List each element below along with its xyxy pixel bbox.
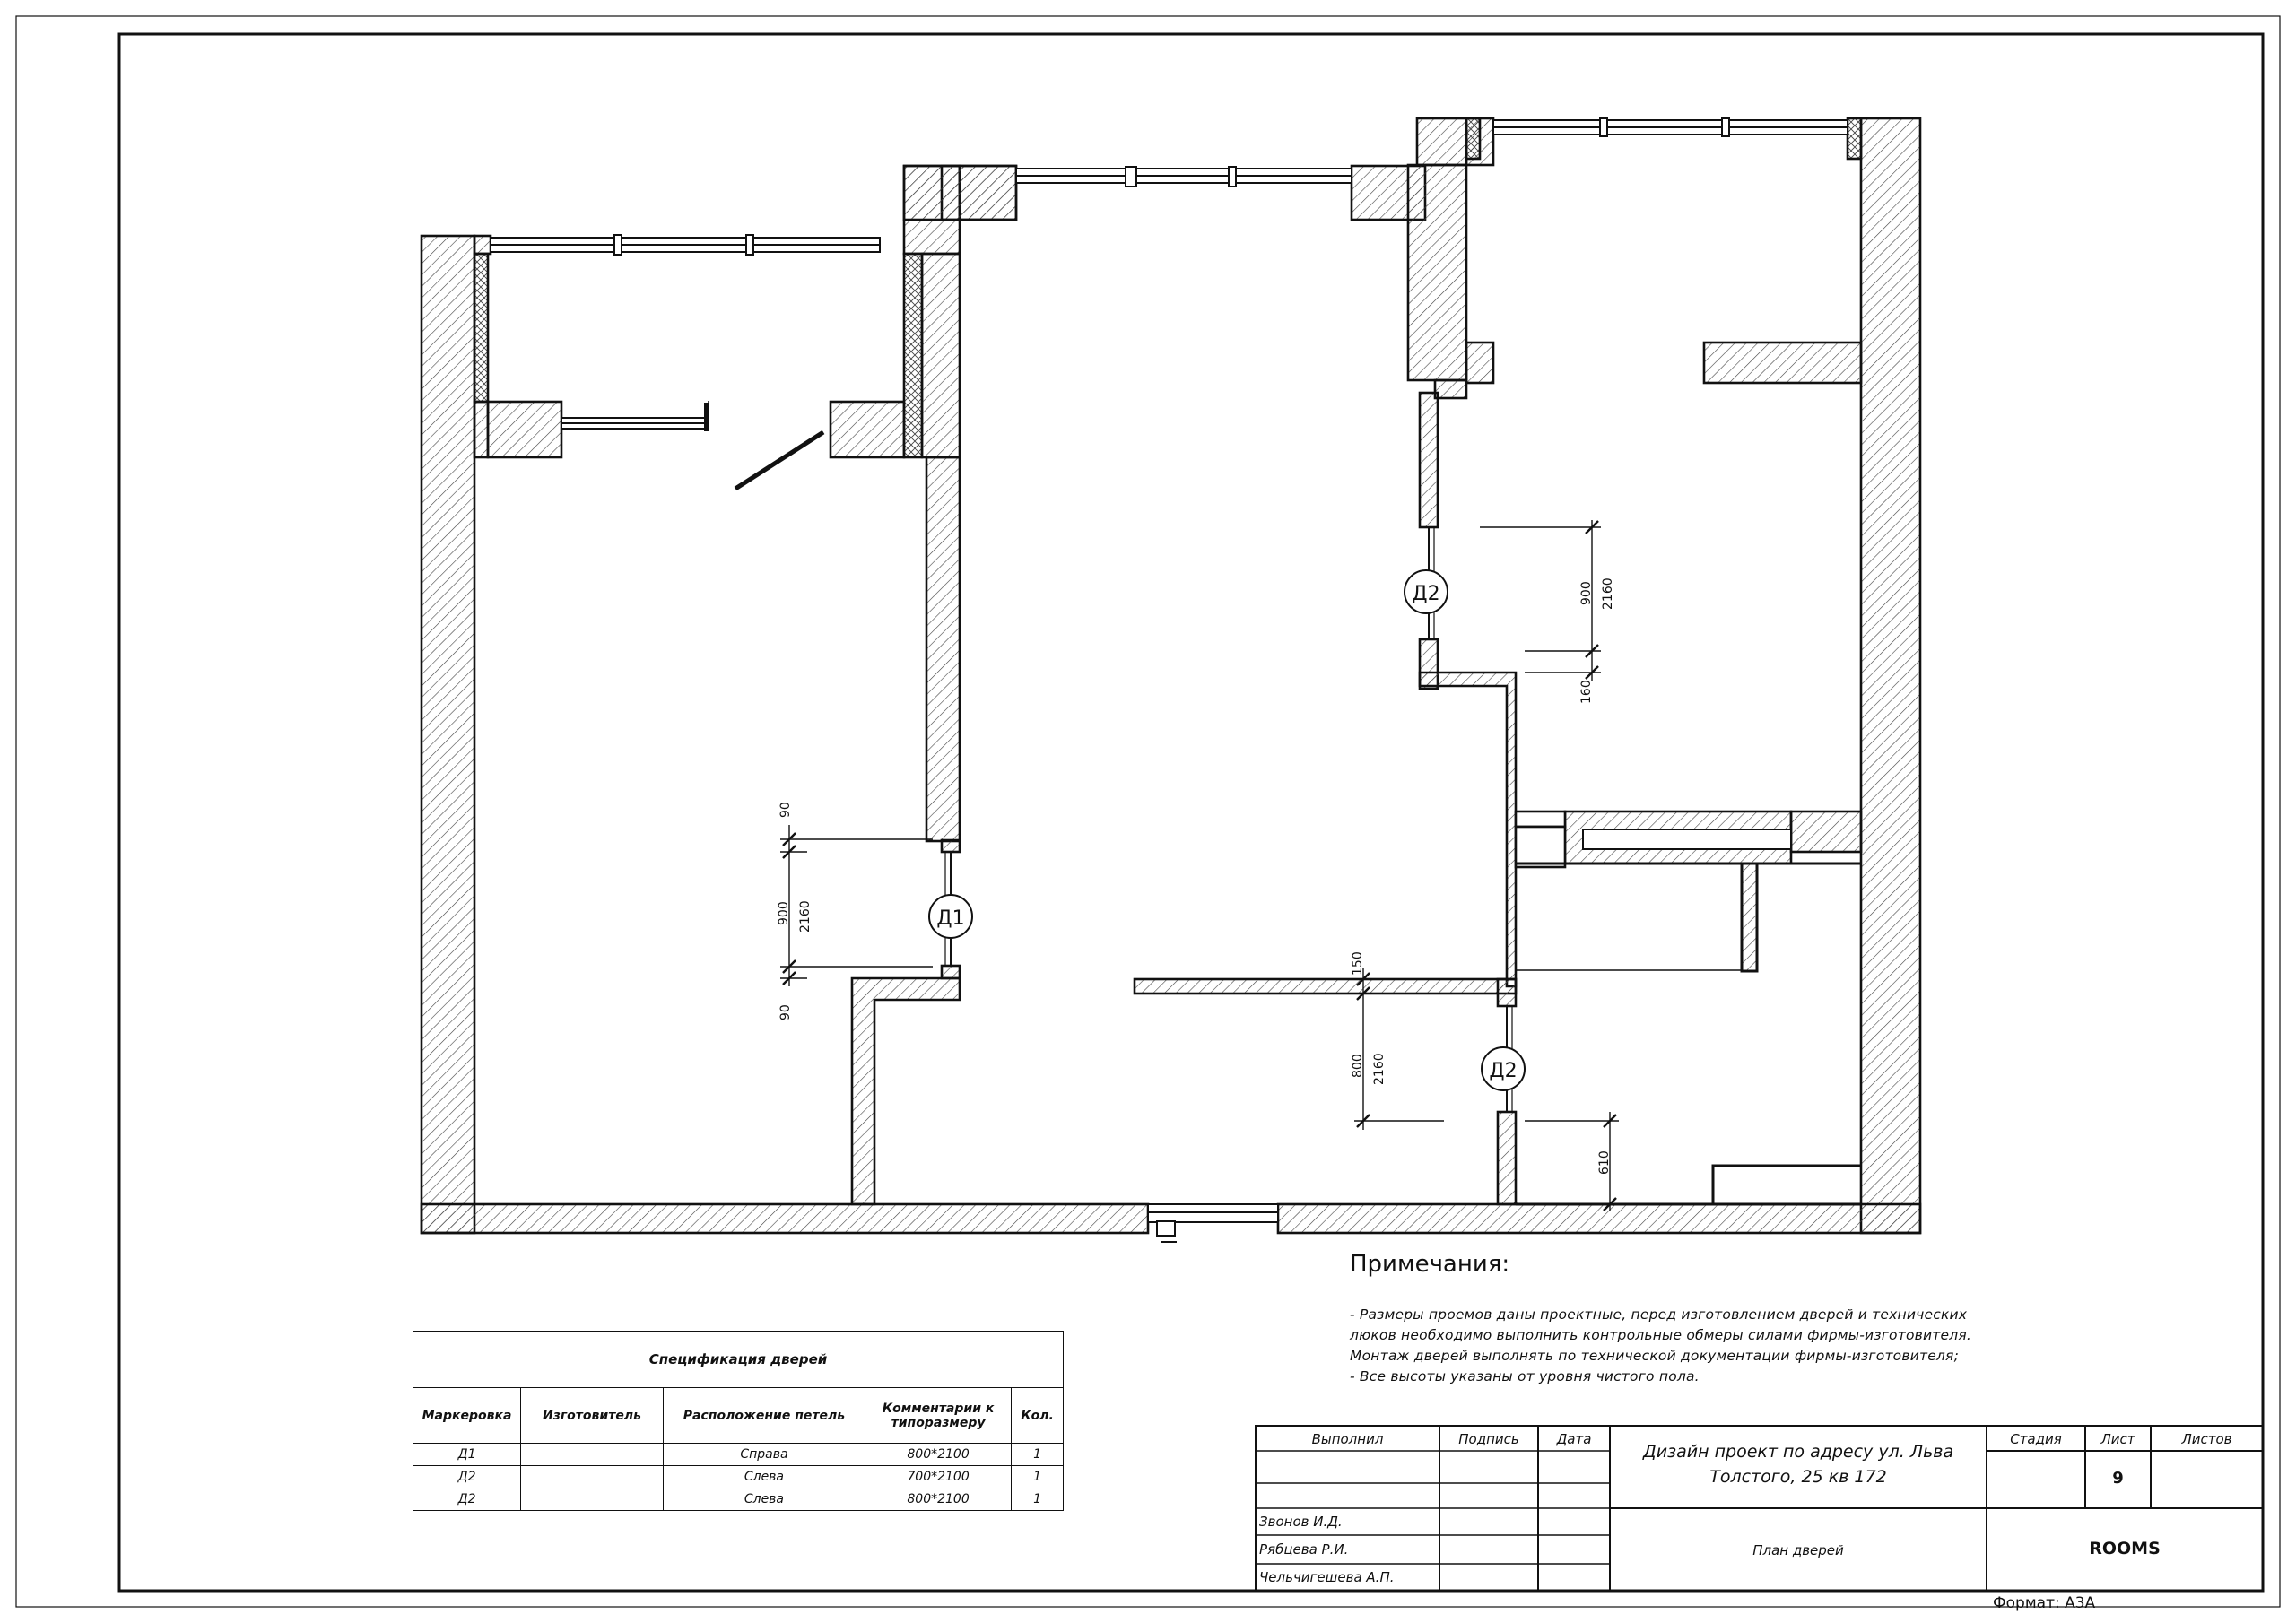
notes-line-2: люков необходимо выполнить контрольные обмеры силами фирмы-изготовителя. <box>1350 1327 1971 1343</box>
door-d2-bedroom-label: Д2 <box>1412 583 1440 605</box>
format-label: Формат: А3А <box>1993 1594 2096 1612</box>
walls <box>422 118 1920 1233</box>
dim-d1-top: 90 <box>778 802 793 818</box>
spec-cell <box>521 1488 664 1511</box>
spec-header-qty: Кол. <box>1012 1388 1064 1444</box>
dim-d2b-top: 150 <box>1351 951 1365 976</box>
tb-signature: Подпись <box>1458 1431 1519 1447</box>
spec-header-mark: Маркеровка <box>413 1388 521 1444</box>
dim-d2b-width: 800 <box>1351 1054 1365 1078</box>
dim-d2b-height: 2160 <box>1372 1053 1387 1085</box>
closet-inner <box>1583 829 1791 849</box>
spec-cell: 1 <box>1012 1466 1064 1488</box>
table-row <box>413 1466 1064 1488</box>
spec-cell <box>521 1444 664 1466</box>
spec-cell: Слева <box>663 1466 865 1488</box>
tb-sheet-number: 9 <box>2112 1469 2124 1488</box>
tb-stage-label: Стадия <box>2010 1431 2062 1447</box>
tb-date: Дата <box>1556 1431 1592 1447</box>
bathroom-partitions <box>1516 864 1861 1204</box>
spec-cell <box>521 1466 664 1488</box>
tb-person-3: Чельчигешева А.П. <box>1259 1569 1395 1585</box>
spec-header-comment: Комментарии к типоразмеру <box>865 1388 1012 1444</box>
spec-cell: 800*2100 <box>865 1444 1012 1466</box>
dim-d2a-height: 2160 <box>1601 577 1615 610</box>
notes-title: Примечания: <box>1350 1251 1510 1278</box>
spec-cell: Д2 <box>413 1466 521 1488</box>
tb-project-title-2: Толстого, 25 кв 172 <box>1709 1467 1887 1487</box>
tb-company: ROOMS <box>2089 1539 2161 1558</box>
dim-d1-width: 900 <box>777 901 791 925</box>
tb-sheets-label: Листов <box>2181 1431 2232 1447</box>
notes-line-4: - Все высоты указаны от уровня чистого пола. <box>1350 1368 1700 1384</box>
tb-performed: Выполнил <box>1311 1431 1384 1447</box>
dim-d1-height: 2160 <box>798 900 813 933</box>
tb-person-1: Звонов И.Д. <box>1259 1514 1343 1530</box>
dim-d1-bottom: 90 <box>778 1004 793 1020</box>
notes-line-3: Монтаж дверей выполнять по технической документации фирмы-изготовителя; <box>1350 1348 1959 1364</box>
tb-drawing-name: План дверей <box>1752 1542 1844 1558</box>
spec-cell: 700*2100 <box>865 1466 1012 1488</box>
windows <box>491 120 1848 1222</box>
spec-cell: Д1 <box>413 1444 521 1466</box>
spec-caption: Спецификация дверей <box>413 1332 1064 1388</box>
notes-block <box>1350 1251 1996 1387</box>
dimension-ticks <box>783 521 1616 1211</box>
table-row <box>413 1444 1064 1466</box>
tb-project-title-1: Дизайн проект по адресу ул. Льва <box>1642 1442 1954 1462</box>
spec-cell: Д2 <box>413 1488 521 1511</box>
tb-sheet-label: Лист <box>2100 1431 2135 1447</box>
balcony-door-leaf <box>735 432 823 489</box>
window-mullions <box>614 118 1729 255</box>
spec-cell: Слева <box>663 1488 865 1511</box>
table-row <box>413 1488 1064 1511</box>
entrance-door <box>1157 1221 1177 1242</box>
door-d2-bath-label: Д2 <box>1489 1060 1518 1082</box>
spec-cell: 1 <box>1012 1444 1064 1466</box>
spec-cell: 800*2100 <box>865 1488 1012 1511</box>
tb-person-2: Рябцева Р.И. <box>1259 1541 1349 1558</box>
door-d1-label: Д1 <box>936 907 965 930</box>
spec-header-hinges: Расположение петель <box>663 1388 865 1444</box>
dimension-lines <box>780 520 1619 1211</box>
spec-cell: Справа <box>663 1444 865 1466</box>
spec-header-maker: Изготовитель <box>521 1388 664 1444</box>
door-d2-bath <box>1482 1006 1525 1112</box>
dim-d2a-bottom: 160 <box>1579 680 1594 704</box>
dim-d2a-width: 900 <box>1579 581 1594 605</box>
notes-line-1: - Размеры проемов даны проектные, перед изготовлением дверей и технических <box>1350 1306 1968 1323</box>
spec-cell: 1 <box>1012 1488 1064 1511</box>
door-spec-table <box>413 1331 1064 1511</box>
dim-d2b-bottom: 610 <box>1597 1150 1612 1175</box>
